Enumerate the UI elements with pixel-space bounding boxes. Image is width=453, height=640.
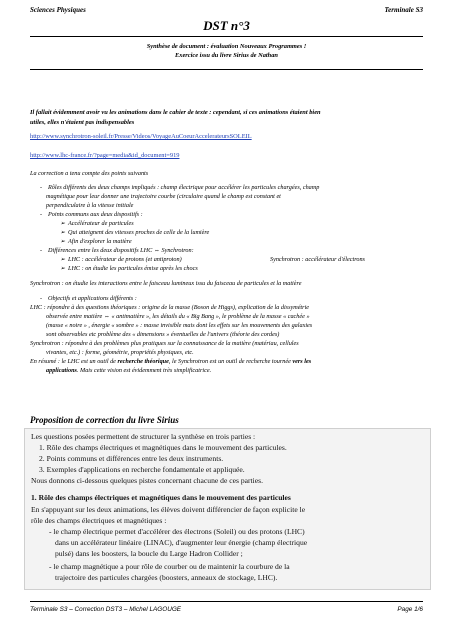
page-footer [30,601,423,620]
summary-emphasis: recherche théorique [117,358,169,365]
lhc-line-4: sont observables etc problème des « dimensions » éventuelles de l'univers (théorie des cordes) [46,331,280,338]
bullet-differences [30,246,423,255]
summary-emphasis: vers les [292,358,312,365]
bullet-objectives-label: Objectifs et applications différents : [48,295,137,302]
sub-bullet [30,219,423,228]
scan-line: rôle des champs électriques et magnétiques : [31,516,167,525]
sub-bullet-right: Synchrotron : accélérateur d'électrons [270,256,365,263]
scan-heading: 1. Rôle des champs électriques et magnétiques dans le mouvement des particules [31,493,291,502]
sub-bullet-text: Accélérateur de particules [68,220,134,227]
scanned-excerpt [24,428,431,590]
scan-line: dans un accélérateur linéaire (LINAC), d'augmenter leur énergie (champ électrique [55,538,308,547]
sub-bullet [30,237,423,246]
sub-bullet [30,228,423,237]
bullet-roles-line-3: perpendiculaire à la vitesse initiale [46,202,134,209]
page-header [30,6,423,18]
summary-line-1 [30,357,423,366]
intro-paragraph [30,108,423,128]
footer-author: Terminale S3 – Correction DST3 – Michel LAGOUGE [30,606,182,613]
dash-marker: - [40,184,43,191]
arrow-bullet-icon: ➢ [60,229,66,236]
synchrotron-link[interactable]: http://www.synchrotron-soleil.fr/Presse/Videos/VoyageAuCoeurAccelerateursSOLEIL [30,133,252,140]
sub-bullet [30,264,423,273]
dash-marker: - [40,211,43,218]
scan-line: 1. Rôle des champs électriques et magnétiques dans le mouvement des particules. [39,443,287,452]
dash-marker: - [40,295,43,302]
lhc-link[interactable]: http://www.lhc-france.fr/?page=media&id_document=919 [30,152,180,159]
bullet-common-label: Points communs aux deux dispositifs : [48,211,143,218]
summary-line-2 [30,366,423,375]
page-number: Page 1/6 [397,606,423,613]
scan-line: En s'appuyant sur les deux animations, les élèves doivent différencier de façon explicite le [31,505,306,514]
summary-text: . Mais cette vision est évidemment très simplificatrice. [76,367,212,374]
synchrotron-purpose-line-2: vivantes, etc.) : forme, géométrie, propriétés physiques, etc. [46,349,194,356]
arrow-bullet-icon: ➢ [60,238,66,245]
scan-line: trajectoire des particules chargées (boosters, anneaux de stockage, LHC). [55,573,278,582]
note: La correction a tenu compte des points suivants [30,170,149,177]
synchrotron-purpose-line-1: Synchrotron : répondre à des problèmes plus pratiques sur la connaissance de la matière (matériau, cellules [30,340,299,347]
sub-bullet-text: Afin d'explorer la matière [68,238,132,245]
bullet-roles-line-1: Rôles différents des deux champs impliqués : champ électrique pour accélérer les particules chargées, champ [48,184,320,191]
dash-marker: - [40,247,43,254]
bullet-objectives [30,294,423,303]
page-title: DST n°3 [203,18,250,33]
synchrotron-line: Synchrotron : on étudie les interactions entre le faisceau lumineux issu du faisceau de particules et la matière [30,280,302,287]
subtitle-line-1: Synthèse de document : évaluation Nouveaux Programmes ! [146,43,307,50]
subtitle-line-2: Exercice issu du livre Sirius de Nathan [175,52,278,59]
bullet-roles-line-2: magnétique pour leur donner une trajectoire courbe (circulaire quand le champ est constant et [46,193,281,200]
summary-text: , le Synchrotron est un outil de recherche tournée [168,358,293,365]
arrow-bullet-icon: ➢ [60,256,66,263]
scan-line: Nous donnons ci-dessous quelques pistes concernant chacune de ces parties. [31,476,263,485]
section-title: Proposition de correction du livre Sirius [30,415,179,425]
scan-line: pulsé) dans les boosters, la boucle du Large Hadron Collider ; [55,549,243,558]
correction-points [30,169,423,375]
sub-bullet [30,255,423,264]
lhc-line-1: LHC : répondre à des questions théoriques : origine de la masse (Boson de Higgs), explication de la dissymétrie [30,304,310,311]
arrow-bullet-icon: ➢ [60,220,66,227]
intro-line-2: utiles, elles n'étaient pas indispensables [30,119,135,126]
lhc-line-3: (masse « noire » , énergie « sombre » : masse invisible mais dont les effets sur les mouvements des galaxies [46,322,313,329]
summary-text: En résumé : le LHC est un outil de [30,358,118,365]
sub-bullet-text: LHC : accélérateur de protons (et antiproton) [68,256,182,263]
bullet-differences-label: Différences entre les deux dispositifs LHC ⇔ Synchrotron: [48,247,194,254]
sub-bullet-text: LHC : on étudie les particules émise après les chocs [68,265,198,272]
bullet-roles [30,183,423,192]
scan-line: 3. Exemples d'applications en recherche fondamentale et appliquée. [39,465,245,474]
scan-line: Les questions posées permettent de structurer la synthèse en trois parties : [31,432,256,441]
lhc-line-2: observée entre matière ⇔ « antimatière », les détails du « Big Bang », le problème de la masse « cachée » [46,313,310,320]
bullet-common [30,210,423,219]
sub-bullet-text: Qui atteignent des vitesses proches de celle de la lumière [68,229,210,236]
scan-line: 2. Points communs et différences entre les deux instruments. [39,454,224,463]
scan-line: - le champ magnétique a pour rôle de courber ou de maintenir la courbure de la [49,562,290,571]
intro-line-1: Il fallait évidemment avoir vu les animations dans le cahier de texte : cependant, si ces animations étaient bien [30,109,321,116]
summary-emphasis: applications [46,367,77,374]
scan-line: - le champ électrique permet d'accélérer des électrons (Soleil) ou des protons (LHC) [49,527,305,536]
header-class: Terminale S3 [384,6,423,14]
header-subject: Sciences Physiques [30,6,86,14]
subtitle-box [30,36,423,70]
arrow-bullet-icon: ➢ [60,265,66,272]
